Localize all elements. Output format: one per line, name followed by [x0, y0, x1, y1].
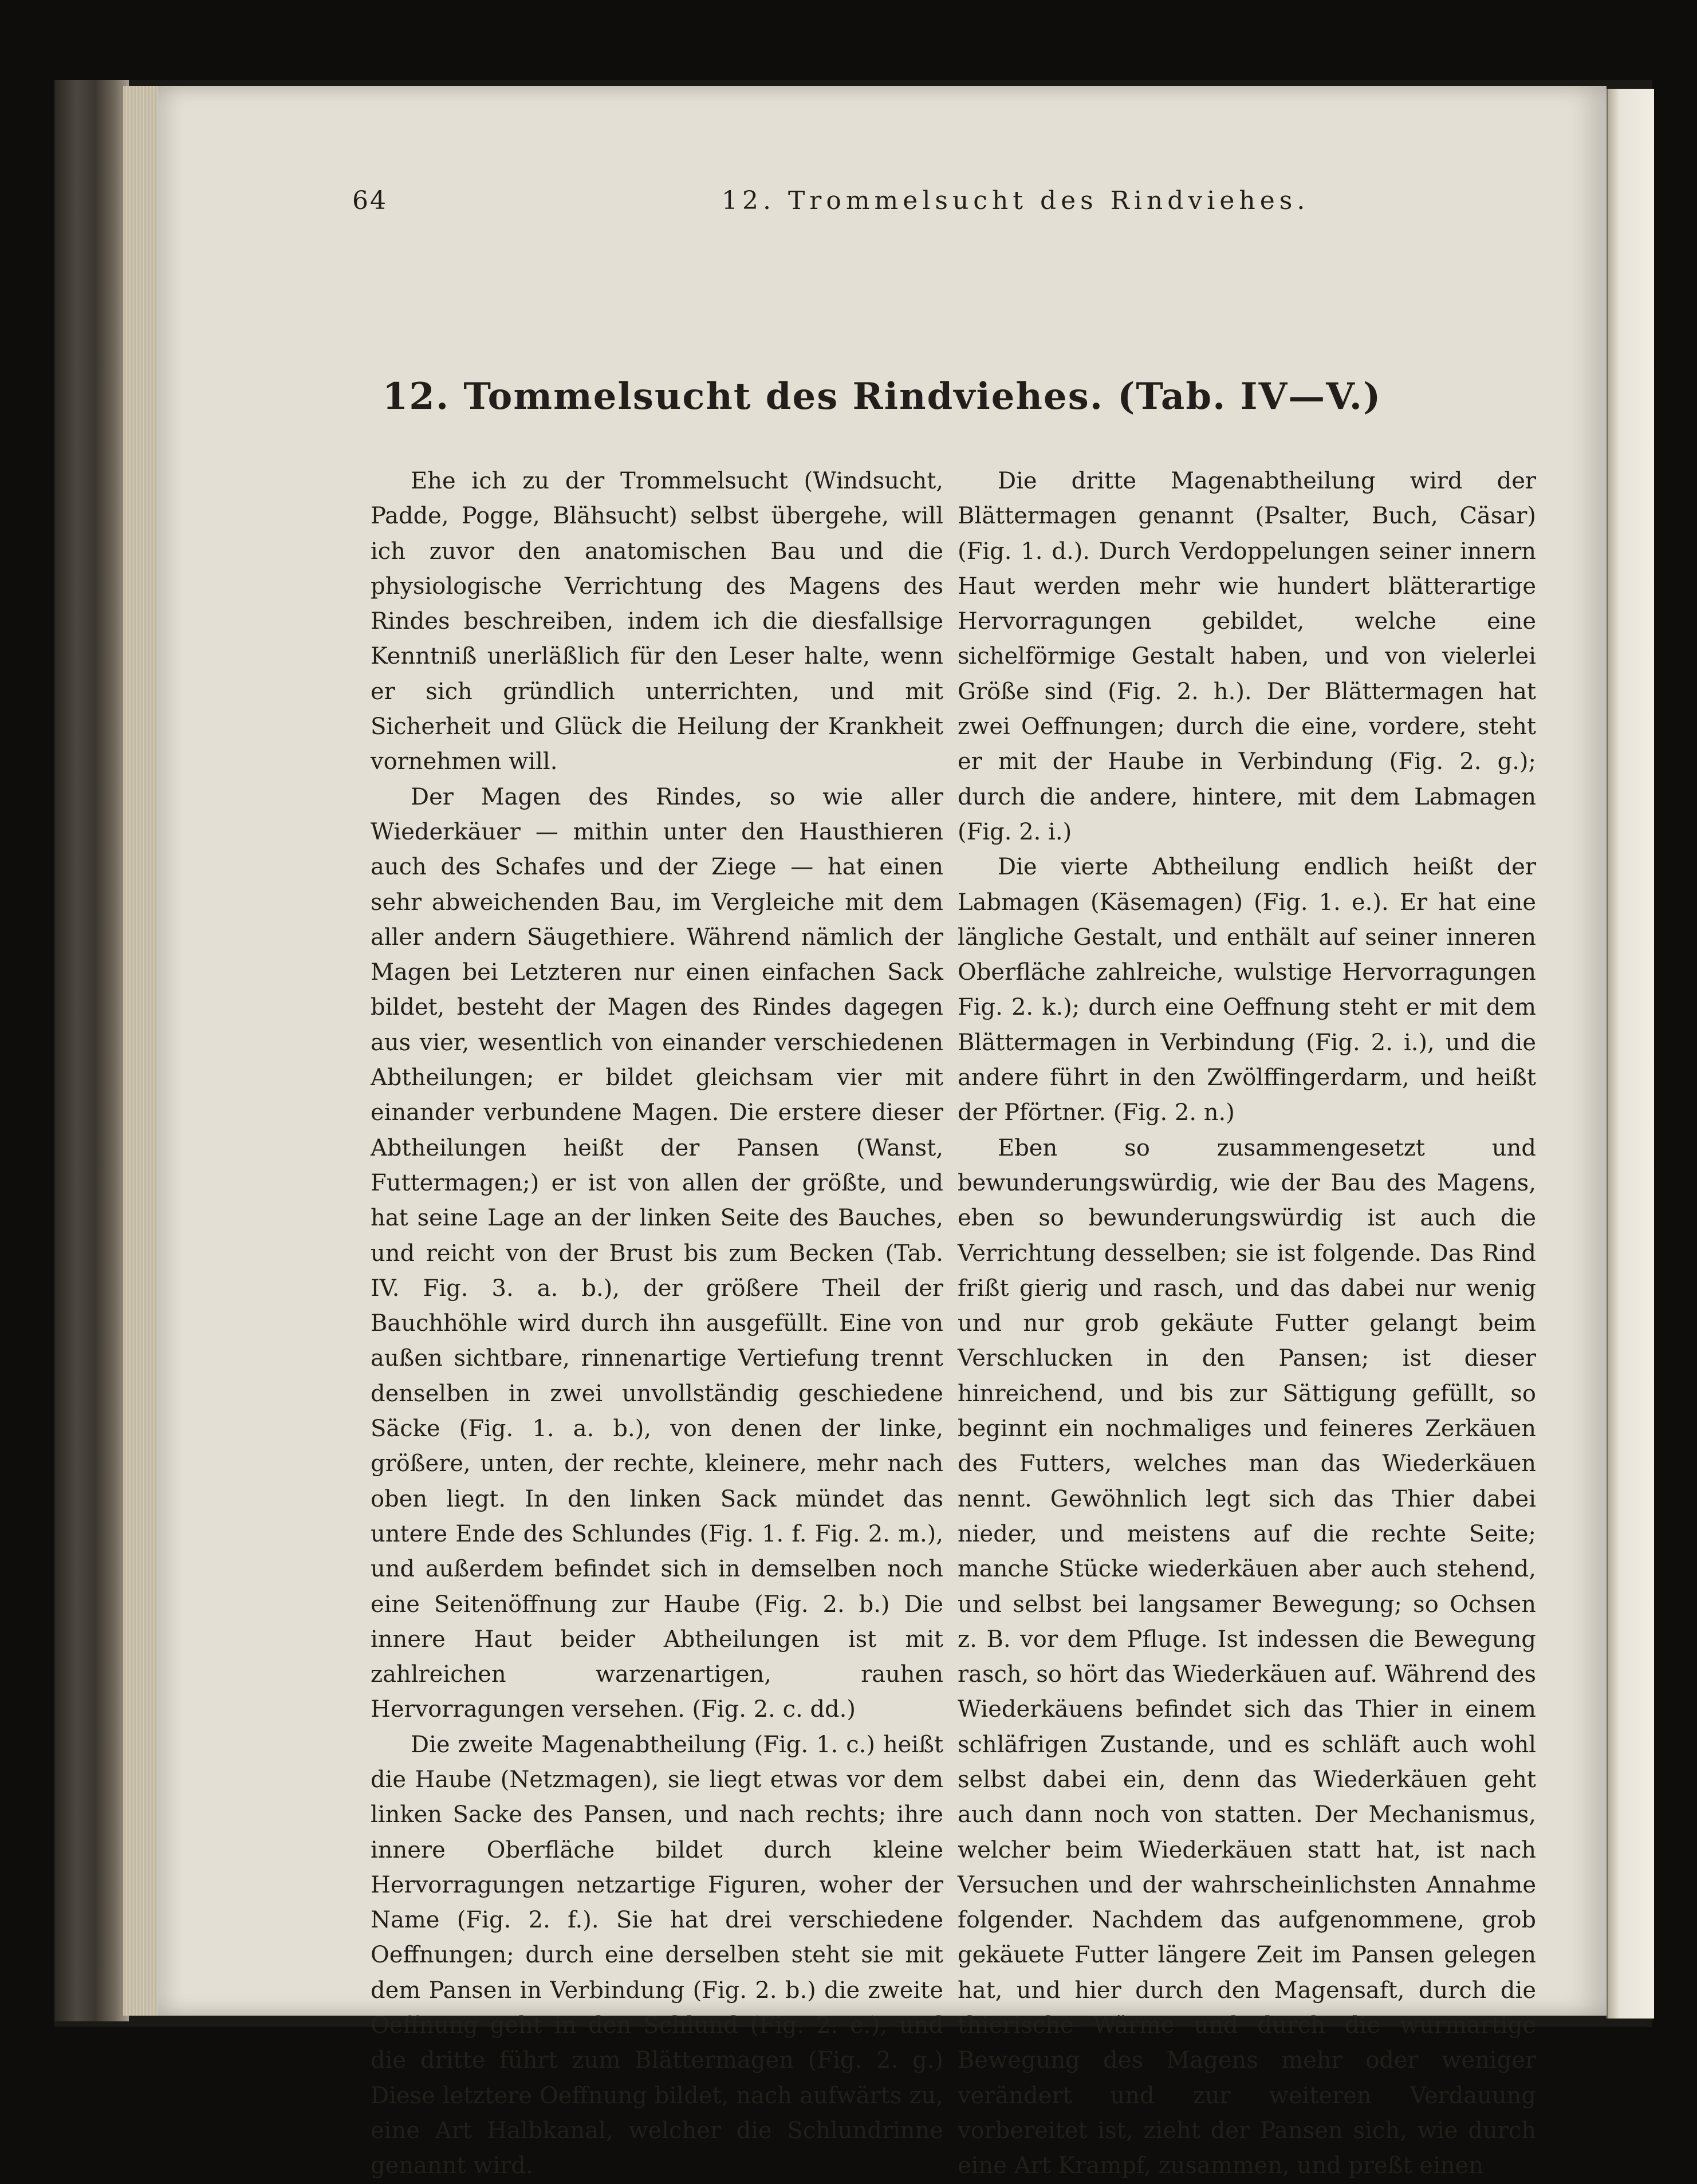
- book-page: [158, 86, 1607, 2179]
- right-column: [958, 464, 1536, 2184]
- paragraph: Die dritte Magenabtheilung wird der Blättermagen genannt (Psalter, Buch, Cäsar) (Fig. 1. d.). Durch Verdoppelungen seiner innern Haut werden mehr wie hundert blätterartige Hervorragungen gebildet, welche eine sichelförmige Gestalt haben, und von vielerlei Größe sind (Fig. 2. h.). Der Blättermagen hat zwei Oeffnungen; durch die eine, vordere, steht er mit der Haube in Verbindung (Fig. 2. g.); durch die andere, hintere, mit dem Labmagen (Fig. 2. i.): [958, 468, 1536, 845]
- running-title: 12. Trommelsucht des Rindviehes.: [722, 186, 1310, 215]
- paragraph: Ehe ich zu der Trommelsucht (Windsucht, Padde, Pogge, Blähsucht) selbst übergehe, will ich zuvor den anatomischen Bau und die physiologische Verrichtung des Magens des Rindes beschreiben, indem ich die diesfallsige Kenntniß unerläßlich für den Leser halte, wenn er sich gründlich unterrichten, und mit Sicherheit und Glück die Heilung der Krankheit vornehmen will.: [371, 468, 943, 775]
- paragraph: Der Magen des Rindes, so wie aller Wiederkäuer — mithin unter den Hausthieren auch des Schafes und der Ziege — hat einen sehr abweichenden Bau, im Vergleiche mit dem aller andern Säugethiere. Während nämlich der Magen bei Letzteren nur einen einfachen Sack bildet, besteht der Magen des Rindes dagegen aus vier, wesentlich von einander verschiedenen Abtheilungen; er bildet gleichsam vier mit einander verbundene Magen. Die erstere dieser Abtheilungen heißt der Pansen (Wanst, Futtermagen;) er ist von allen der größte, und hat seine Lage an der linken Seite des Bauches, und reicht von der Brust bis zum Becken (Tab. IV. Fig. 3. a. b.), der größere Theil der Bauchhöhle wird durch ihn ausgefüllt. Eine von außen sichtbare, rinnenartige Vertiefung trennt denselben in zwei unvollständig geschiedene Säcke (Fig. 1. a. b.), von denen der linke, größere, unten, der rechte, kleinere, mehr nach oben liegt. In den linken Sack mündet das untere Ende des Schlundes (Fig. 1. f. Fig. 2. m.), und außerdem befindet sich in demselben noch eine Seitenöffnung zur Haube (Fig. 2. b.) Die innere Haut beider Abtheilungen ist mit zahlreichen warzenartigen, rauhen Hervorragungen versehen. (Fig. 2. c. dd.): [371, 783, 943, 1723]
- paragraph: Die vierte Abtheilung endlich heißt der Labmagen (Käsemagen) (Fig. 1. e.). Er hat eine längliche Gestalt, und enthält auf seiner inneren Oberfläche zahlreiche, wulstige Hervorragungen Fig. 2. k.); durch eine Oeffnung steht er mit dem Blättermagen in Verbindung (Fig. 2. i.), und die andere führt in den Zwölffingerdarm, und heißt der Pförtner. (Fig. 2. n.): [958, 854, 1536, 1126]
- paragraph: Eben so zusammengesetzt und bewunderungswürdig, wie der Bau des Magens, eben so bewunderungswürdig ist auch die Verrichtung desselben; sie ist folgende. Das Rind frißt gierig und rasch, und das dabei nur wenig und nur grob gekäute Futter gelangt beim Verschlucken in den Pansen; ist dieser hinreichend, und bis zur Sättigung gefüllt, so beginnt ein nochmaliges und feineres Zerkäuen des Futters, welches man das Wiederkäuen nennt. Gewöhnlich legt sich das Thier dabei nieder, und meistens auf die rechte Seite; manche Stücke wiederkäuen aber auch stehend, und selbst bei langsamer Bewegung; so Ochsen z. B. vor dem Pfluge. Ist indessen die Bewegung rasch, so hört das Wiederkäuen auf. Während des Wiederkäuens befindet sich das Thier in einem schläfrigen Zustande, und es schläft auch wohl selbst dabei ein, denn das Wiederkäuen geht auch dann noch von statten. Der Mechanismus, welcher beim Wiederkäuen statt hat, ist nach Versuchen und der wahrscheinlichsten Annahme folgender. Nachdem das aufgenommene, grob gekäuete Futter längere Zeit im Pansen gelegen hat, und hier durch den Magensaft, durch die thierische Wärme und durch die wurmartige Bewegung des Magens mehr oder weniger verändert und zur weiteren Verdauung vorbereitet ist, zieht der Pansen sich, wie durch eine Art Krampf, zusammen, und preßt einen: [958, 1134, 1536, 2179]
- chapter-heading: [158, 375, 1607, 418]
- chapter-title: 12. Tommelsucht des Rindviehes.: [382, 375, 1104, 418]
- chapter-tab-reference: (Tab. IV—V.): [1117, 375, 1382, 418]
- book-spine: [54, 80, 129, 2021]
- facing-page-edge: [1607, 89, 1654, 2019]
- running-head: [158, 186, 1607, 232]
- left-column: [371, 464, 943, 2184]
- paragraph: Die zweite Magenabtheilung (Fig. 1. c.) heißt die Haube (Netzmagen), sie liegt etwas vor dem linken Sacke des Pansen, und nach rechts; ihre innere Oberfläche bildet durch kleine Hervorragungen netzartige Figuren, woher der Name (Fig. 2. f.). Sie hat drei verschiedene Oeffnungen; durch eine derselben steht sie mit dem Pansen in Verbindung (Fig. 2. b.) die zweite Oeffnung geht in den Schlund (Fig. 2. e.), und die dritte führt zum Blättermagen (Fig. 2. g.) Diese letztere Oeffnung bildet, nach aufwärts zu, eine Art Halbkanal, welcher die Schlundrinne genannt wird.: [371, 1731, 943, 2179]
- page-number: 64: [352, 186, 388, 215]
